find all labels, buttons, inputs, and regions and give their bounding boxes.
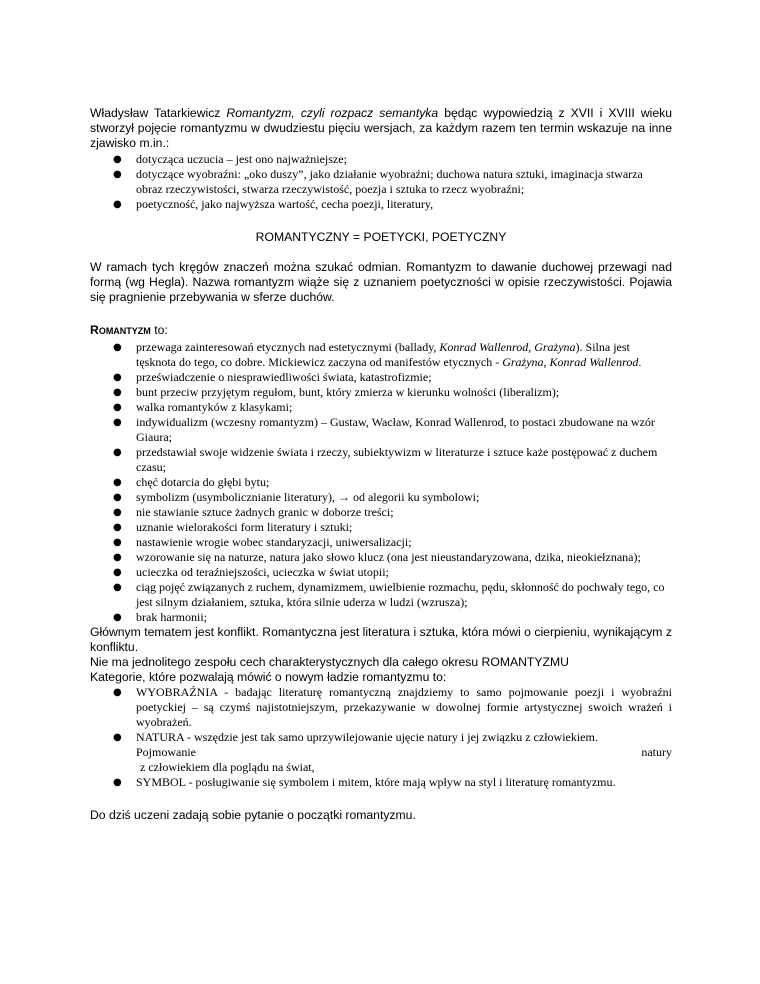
list-item: ● przeświadczenie o niesprawiedliwości świata, katastrofizmie;: [90, 370, 672, 385]
theme-paragraph: Głównym tematem jest konflikt. Romantyczna jest literatura i sztuka, która mówi o cierpieniu, wynikającym z konfliktu.: [90, 624, 672, 654]
item1-text-c: ). Silna jest tęsknota do tego, co dobre. Mickiewicz zaczyna od manifestów etycznych -: [136, 339, 630, 369]
nature-word-right: natury: [641, 745, 672, 760]
intro-book-title: Romantyzm, czyli rozpacz semantyka: [226, 106, 439, 120]
list-item: ● walka romantyków z klasykami;: [90, 400, 672, 415]
list-item: ● brak harmonii;: [90, 610, 672, 625]
no-set-line: Nie ma jednolitego zespołu cech charakterystycznych dla całego okresu ROMANTYZMU: [90, 655, 569, 670]
nature-line-2: [136, 745, 672, 760]
list-item: [90, 340, 672, 370]
romanticism-heading: [90, 323, 672, 339]
list-item: ● bunt przeciw przyjętym regułom, bunt, który zmierza w kierunku wolności (liberalizm);: [90, 385, 672, 400]
item1-text-a: przewaga zainteresowań etycznych nad estetycznymi (ballady,: [136, 339, 440, 354]
list-item: ● ciąg pojęć związanych z ruchem, dynamizmem, uwielbienie rozmachu, pędu, skłonność do pochwały tego, co jest silnym działaniem, sztuka, która silnie uderza w ludzi (wzrusza);: [90, 580, 672, 610]
list-item: ● dotycząca uczucia – jest ono najważniejsze;: [90, 152, 672, 167]
list-item-nature: [90, 730, 672, 775]
list-item: ● nastawienie wrogie wobec standaryzacji, uniwersalizacji;: [90, 535, 672, 550]
equation-line: ROMANTYCZNY = POETYCKI, POETYCZNY: [255, 229, 507, 244]
list-item: ● nie stawianie sztuce żadnych granic w doborze treści;: [90, 505, 672, 520]
intro-list: [90, 152, 672, 212]
list-item: ● symbolizm (usymbolicznianie literatury), → od alegorii ku symbolowi;: [90, 490, 672, 505]
list-item: ● poetyczność, jako najwyższa wartość, cecha poezji, literatury,: [90, 197, 672, 212]
intro-paragraph: [90, 106, 672, 152]
heading-tail: to:: [150, 323, 168, 338]
list-item: ● indywidualizm (wczesny romantyzm) – Gustaw, Wacław, Konrad Wallenrod, to postaci zbudowane na wzór Giaura;: [90, 415, 672, 445]
categories-list: [90, 685, 672, 790]
intro-rest: będąc wypowiedzią z XVII i XVIII wieku stworzył pojęcie romantyzmu w dwudziestu pięciu wersjach, za każdym razem ten termin wskazuje na inne zjawisko m.in.:: [90, 106, 672, 151]
closing-line: Do dziś uczeni zadają sobie pytanie o początki romantyzmu.: [90, 808, 416, 823]
intro-author: Władysław Tatarkiewicz: [90, 106, 221, 120]
item1-text-g: .: [638, 354, 642, 369]
nature-word-left: Pojmowanie: [136, 745, 196, 760]
list-item: ● uznanie wielorakości form literatury i sztuki;: [90, 520, 672, 535]
list-item-imagination: ● WYOBRAŹNIA - badając literaturę romantyczną znajdziemy to samo pojmowanie poezji i wyobraźni poetyckiej – są czymś najistotniejszym, przekazywanie w dowolnej formie artystycznej swoich wrażeń i wyobrażeń.: [90, 685, 672, 730]
nature-line-1: ● NATURA - wszędzie jest tak samo uprzywilejowanie ujęcie natury i jej związku z człowiekiem.: [136, 730, 598, 745]
item1-italic-wallenrod: Konrad Wallenrod: [549, 354, 639, 369]
list-item-symbol: ● SYMBOL - posługiwanie się symbolem i mitem, które mają wpływ na styl i literaturę romantyzmu.: [90, 775, 672, 790]
paragraph-forms: W ramach tych kręgów znaczeń można szukać odmian. Romantyzm to dawanie duchowej przewagi nad formą (wg Hegla). Nazwa romantyzm wiąże się z uznaniem poetyczności w opisie rzeczywistości. Pojawia się pragnienie przebywania w sferze duchów.: [90, 259, 672, 305]
item1-text-e: ,: [543, 354, 550, 369]
list-item: ● ucieczka od teraźniejszości, ucieczka w świat utopii;: [90, 565, 672, 580]
heading-initial: R: [90, 323, 99, 338]
heading-smallcaps: OMANTYZM: [98, 326, 151, 337]
nature-line-3: z człowiekiem dla poglądu na świat,: [140, 760, 315, 775]
categories-intro: Kategorie, które pozwalają mówić o nowym ładzie romantyzmu to:: [90, 670, 447, 685]
document-page: [90, 106, 672, 824]
item1-italic-titles: Konrad Wallenrod, Grażyna: [439, 339, 576, 354]
list-item: ● chęć dotarcia do głębi bytu;: [90, 475, 672, 490]
list-item: ● przedstawiał swoje widzenie świata i rzeczy, subiektywizm w literaturze i sztuce każe postępować z duchem czasu;: [90, 445, 672, 475]
item1-italic-grazyna: Grażyna: [502, 354, 544, 369]
romantic-traits-list: [90, 340, 672, 625]
list-item: ● wzorowanie się na naturze, natura jako słowo klucz (ona jest nieustandaryzowana, dzika, nieokiełznana);: [90, 550, 672, 565]
list-item: ● dotyczące wyobraźni: „oko duszy”, jako działanie wyobraźni; duchowa natura sztuki, imaginacja stwarza obraz rzeczywistości, stwarza rzeczywistość, poezja i sztuka to rzecz wyobraźni;: [90, 167, 672, 197]
